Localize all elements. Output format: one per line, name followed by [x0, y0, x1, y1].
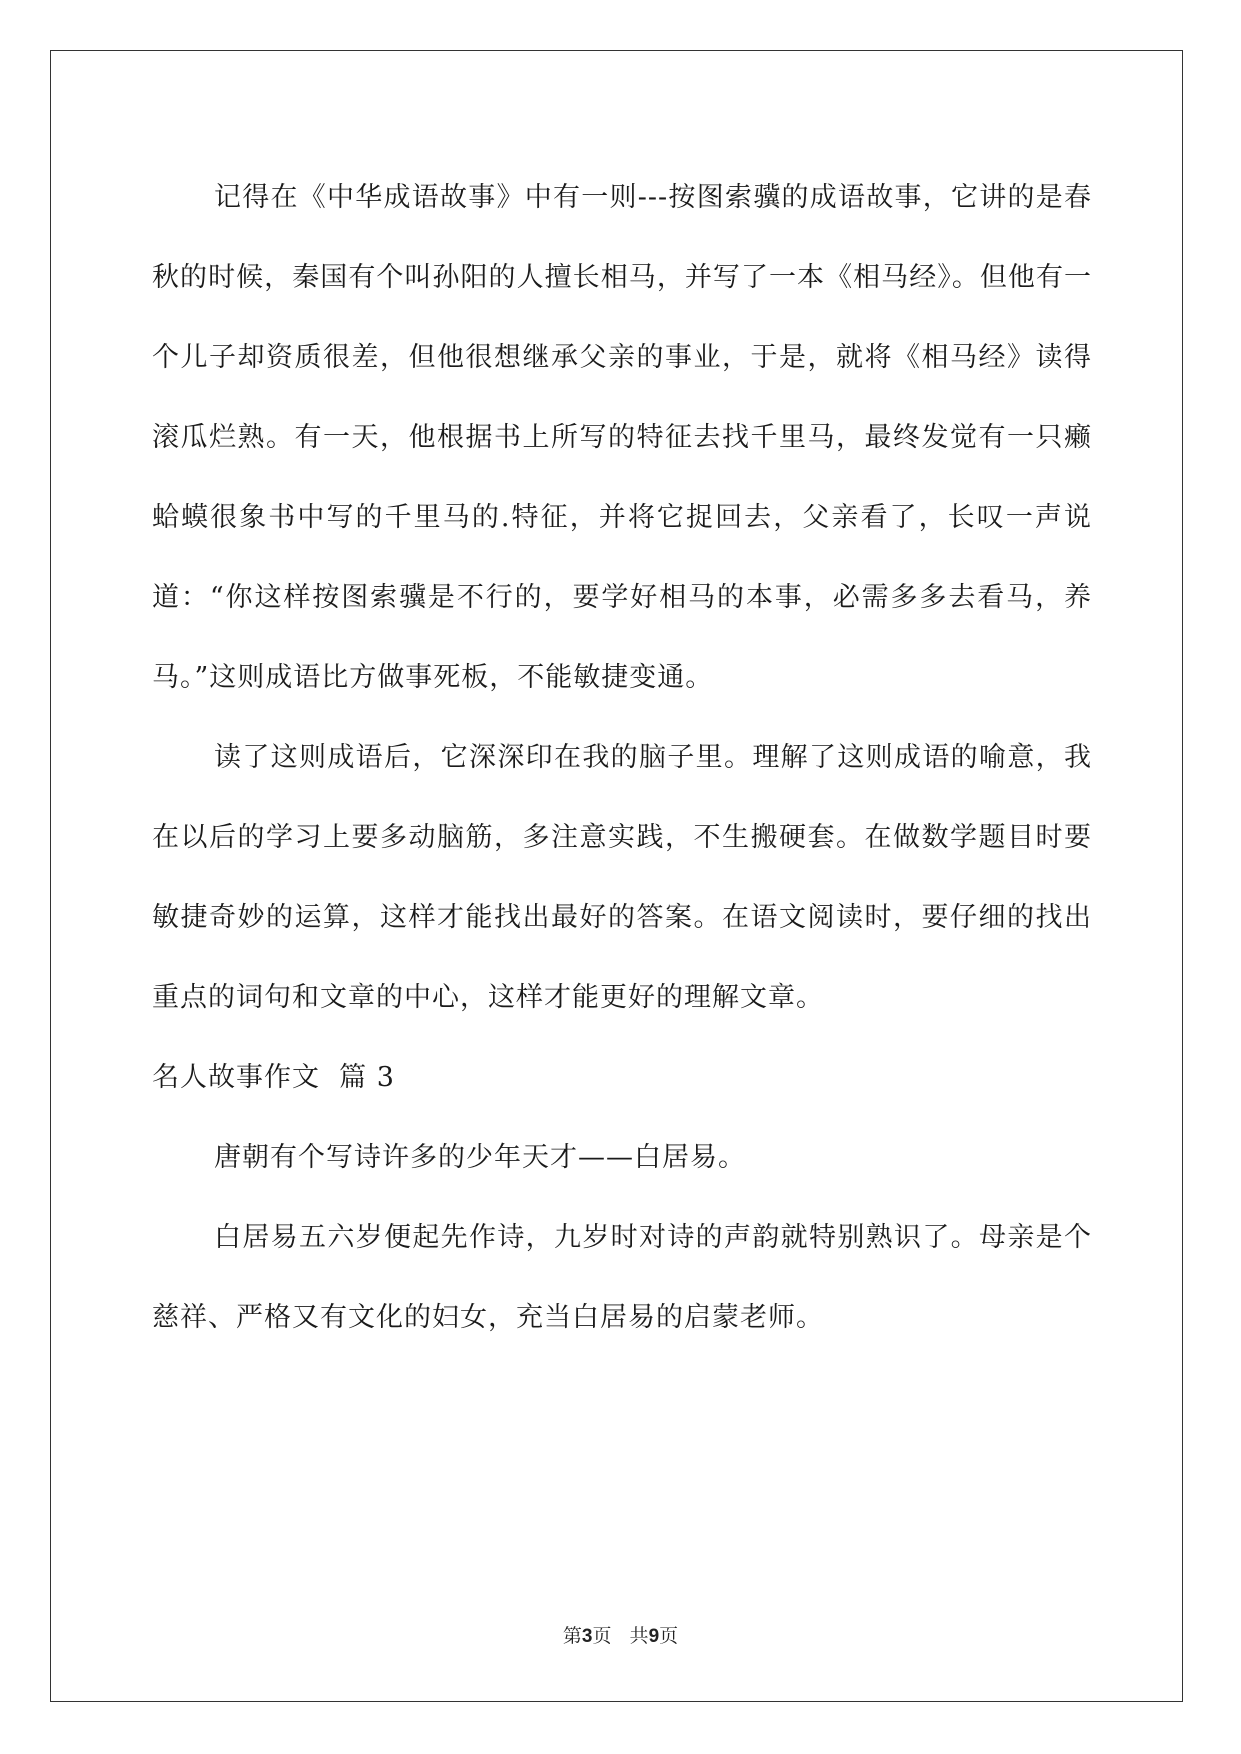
current-page-number: 3: [581, 1626, 593, 1647]
page-footer: [0, 1624, 1241, 1649]
paragraph: 唐朝有个写诗许多的少年天才——白居易。: [214, 1142, 746, 1173]
paragraph: 记得在《中华成语故事》中有一则---按图索骥的成语故事，它讲的是春秋的时候，秦国有个叫孙阳的人擅长相马，并写了一本《相马经》。但他有一个儿子却资质很差，但他很想继承父亲的事业，于是，就将《相马经》读得滚瓜烂熟。有一天，他根据书上所写的特征去找千里马，最终发觉有一只癞蛤蟆很象书中写的千里马的.特征，并将它捉回去，父亲看了，长叹一声说道：“你这样按图索骥是不行的，要学好相马的本事，必需多多去看马，养马。”这则成语比方做事死板，不能敏捷变通。: [152, 182, 1092, 693]
page-mid: 页 共: [592, 1625, 649, 1647]
page-prefix: 第: [562, 1625, 582, 1647]
total-page-number: 9: [648, 1626, 660, 1647]
section-heading: 名人故事作文 篇 3: [152, 1062, 395, 1093]
paragraph: 读了这则成语后，它深深印在我的脑子里。理解了这则成语的喻意，我在以后的学习上要多动脑筋，多注意实践，不生搬硬套。在做数学题目时要敏捷奇妙的运算，这样才能找出最好的答案。在语文阅读时，要仔细的找出重点的词句和文章的中心，这样才能更好的理解文章。: [152, 742, 1092, 1013]
paragraph: 白居易五六岁便起先作诗，九岁时对诗的声韵就特别熟识了。母亲是个慈祥、严格又有文化的妇女，充当白居易的启蒙老师。: [152, 1222, 1092, 1333]
page-suffix: 页: [659, 1625, 679, 1647]
document-body: [152, 158, 1092, 1358]
